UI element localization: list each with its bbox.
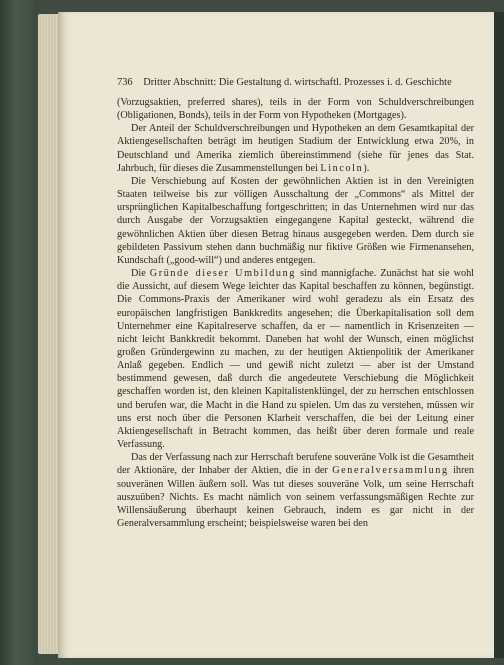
paragraph-text: Die Verschiebung auf Kosten der gewöhnlichen Aktien ist in den Vereinigten Staaten teilweise bis zur völligen Ausschaltung der „Commons“ als Mittel der ursprünglichen Kapitalbeschaffung fortgeschritten; in das Unternehmen wird nur das durch Ausgabe der Vorzugsaktien eingegangene Kapital gesteckt, während die gewöhnlichen Aktien über diesen Betrag hinaus ausgegeben werden. Dem durch sie gebildeten Passivum stehen dann buchmäßig nur fiktive Größen wie Firmenansehen, Kundschaft („good-will“) und anderes entgegen. xyxy=(117,175,474,266)
emphasized-text: Gründe dieser Umbildung xyxy=(149,268,296,280)
paragraph-text: Das der Verfassung nach zur Herrschaft berufene souveräne Volk ist die Gesamtheit der Aktionäre, der Inhaber der Aktien, die in der xyxy=(117,452,474,477)
page-edges xyxy=(38,14,60,654)
page-number: 736 xyxy=(117,77,133,88)
paragraph xyxy=(117,122,474,175)
paragraph-text: sind mannigfache. Zunächst hat sie wohl die Aussicht, auf diesem Wege leichter das Kapital beschaffen zu können, begünstigt. Die Commons-Praxis der Amerikaner wird wohl geradezu als ein Ersatz des europäischen langfristigen Bankkredits angesehen; die Überkapitalisation soll dem Unternehmer eine Kapitalreserve schaffen, da er — namentlich in Krisenzeiten — nicht leicht Bankkredit bekommt. Daneben hat wohl der Wunsch, einen möglichst großen Gründergewinn zu machen, zu der heutigen Aktienpolitik der Amerikaner Anlaß gegeben. Endlich — und gewiß nicht zuletzt — aber ist der Umstand bestimmend gewesen, daß durch die angedeutete Verschiebung die Möglichkeit geschaffen worden ist, den kleinen Kapitalistenklüngel, der zu herrschen entschlossen und berufen war, die Macht in die Hand zu spielen. Um das zu verstehen, müssen wir uns erst noch über die Personen Klarheit verschaffen, die bei der Leitung einer Aktiengesellschaft in Betracht kommen, das heißt über deren formale und reale Verfassung. xyxy=(117,268,474,451)
paragraph xyxy=(117,175,474,267)
book-spine xyxy=(0,0,38,665)
emphasized-text: Lincoln xyxy=(320,162,364,174)
running-title: Dritter Abschnitt: Die Gestaltung d. wirtschaftl. Prozesses i. d. Geschichte xyxy=(143,77,452,88)
paragraph xyxy=(117,451,474,530)
paragraph-text: ihren souveränen Willen äußern soll. Was tut dieses souveräne Volk, um seine Herrschaft auszuüben? Nichts. Es macht nämlich von seinem verfassungsmäßigen Rechte zur Willensäußerung überhaupt keinen Gebrauch, indem es gar nicht in der Generalversammlung erscheint; beispielsweise waren bei den xyxy=(117,465,474,529)
emphasized-text: Generalversammlung xyxy=(332,465,449,477)
body-text xyxy=(117,96,474,530)
paragraph xyxy=(117,267,474,451)
paragraph-text: ). xyxy=(363,162,370,174)
paragraph-text: Der Anteil der Schuldverschreibungen und Hypotheken an dem Gesamtkapital der Aktiengesellschaften beträgt im heutigen Stadium der Entwicklung etwa 20%, in Deutschland und Amerika ziemlich übereinstimmend (siehe für jenes das Stat. Jahrbuch, für dieses die Zusammenstellungen bei xyxy=(117,123,474,174)
paragraph xyxy=(117,96,474,122)
running-header xyxy=(117,77,487,88)
paragraph-text: Die xyxy=(131,268,150,280)
book-cover-edge xyxy=(494,12,504,658)
paragraph-text: (Vorzugsaktien, preferred shares), teils in der Form von Schuldverschreibungen (Obligationen, Bonds), teils in der Form von Hypotheken (Mortgages). xyxy=(117,97,474,122)
